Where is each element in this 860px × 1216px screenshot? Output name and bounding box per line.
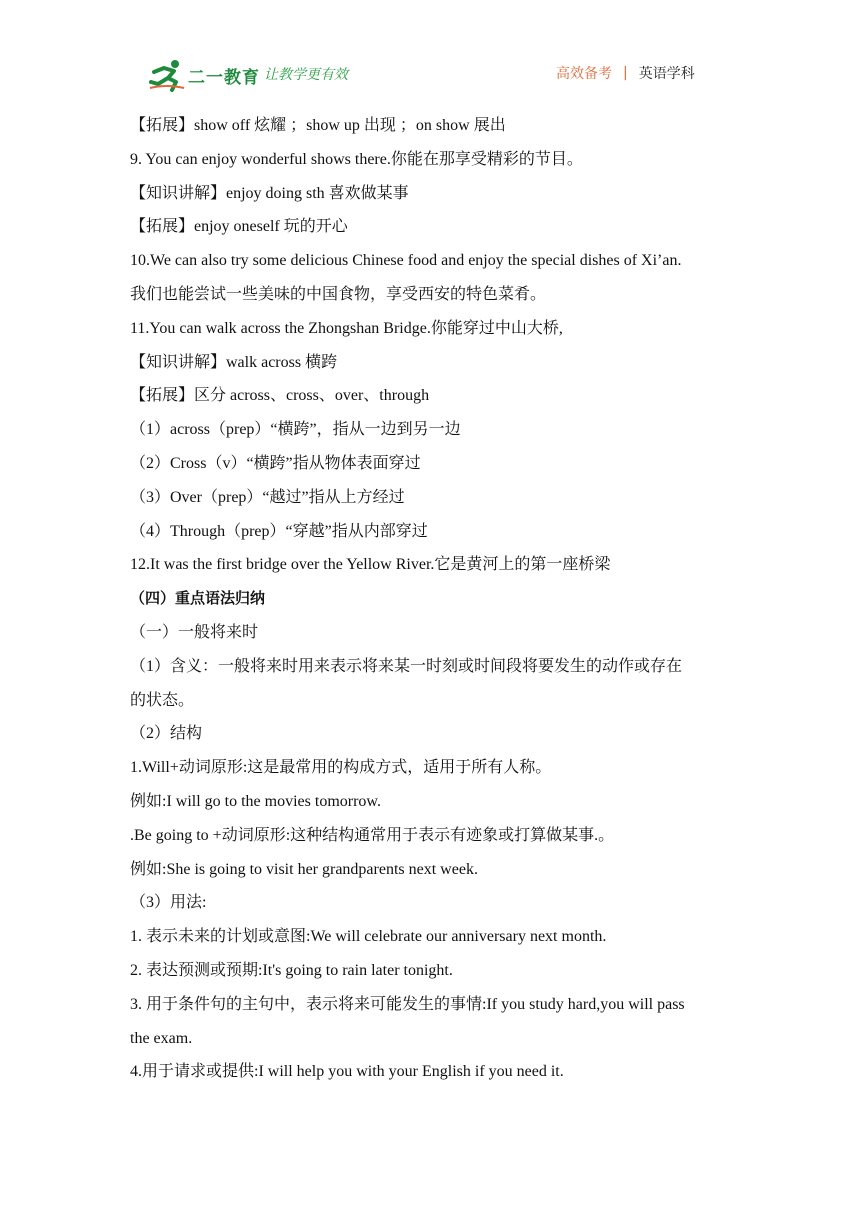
page-header — [0, 0, 860, 100]
text-line: 1. 表示未来的计划或意图:We will celebrate our anniversary next month. — [130, 928, 607, 946]
text-line: 【知识讲解】enjoy doing sth 喜欢做某事 — [130, 184, 409, 202]
text-line: 我们也能尝试一些美味的中国食物，享受西安的特色菜肴。 — [130, 285, 547, 303]
header-separator: | — [623, 65, 628, 81]
slogan: 让教学更有效 — [264, 67, 348, 83]
text-line: 【拓展】区分 across、cross、over、through — [130, 387, 430, 405]
section-heading: （四）重点语法归纳 — [130, 589, 266, 608]
text-line: 的状态。 — [130, 691, 195, 709]
text-line: 3. 用于条件句的主句中，表示将来可能发生的事情:If you study hard,you will pass — [130, 995, 685, 1013]
text-line: 例如:I will go to the movies tomorrow. — [130, 792, 381, 810]
text-line: 11.You can walk across the Zhongshan Bridge.你能穿过中山大桥, — [130, 319, 563, 337]
text-line: （2）Cross（v）“横跨”指从物体表面穿过 — [130, 454, 421, 472]
header-subject-info — [556, 63, 695, 83]
document-body — [130, 109, 734, 1089]
text-line: 4.用于请求或提供:I will help you with your English if you need it. — [130, 1063, 564, 1081]
text-line: 【拓展】enjoy oneself 玩的开心 — [130, 218, 348, 236]
text-line: .Be going to +动词原形:这种结构通常用于表示有迹象或打算做某事.。 — [130, 826, 615, 844]
text-line: 12.It was the first bridge over the Yellow River.它是黄河上的第一座桥梁 — [130, 556, 611, 574]
text-line: （一）一般将来时 — [130, 623, 259, 641]
text-line: 10.We can also try some delicious Chinese food and enjoy the special dishes of Xi’an. — [130, 252, 682, 270]
text-line: the exam. — [130, 1029, 193, 1047]
text-line: （3）Over（prep）“越过”指从上方经过 — [130, 488, 405, 506]
text-line: 例如:She is going to visit her grandparents next week. — [130, 860, 478, 878]
text-line: （4）Through（prep）“穿越”指从内部穿过 — [130, 522, 428, 540]
runner-logo-icon — [148, 58, 186, 92]
text-line: 【知识讲解】walk across 横跨 — [130, 353, 338, 371]
text-line: （3）用法: — [130, 894, 207, 912]
text-line: （1）across（prep）“横跨”，指从一边到另一边 — [130, 421, 461, 439]
brand-logo — [148, 58, 260, 92]
text-line: （2）结构 — [130, 725, 203, 743]
text-line: 【拓展】show off 炫耀 ；show up 出现 ；on show 展出 — [130, 117, 506, 134]
text-line: 2. 表达预测或预期:It's going to rain later tonight. — [130, 961, 453, 979]
text-line: 9. You can enjoy wonderful shows there.你能在那享受精彩的节目。 — [130, 150, 583, 168]
text-line: （1）含义：一般将来时用来表示将来某一时刻或时间段将要发生的动作或存在 — [130, 657, 683, 675]
text-line: 1.Will+动词原形:这是最常用的构成方式，适用于所有人称。 — [130, 759, 552, 777]
category-label: 高效备考 — [556, 66, 612, 82]
subject-label: 英语学科 — [638, 66, 695, 82]
logo-text: 二一教育 — [188, 67, 260, 88]
